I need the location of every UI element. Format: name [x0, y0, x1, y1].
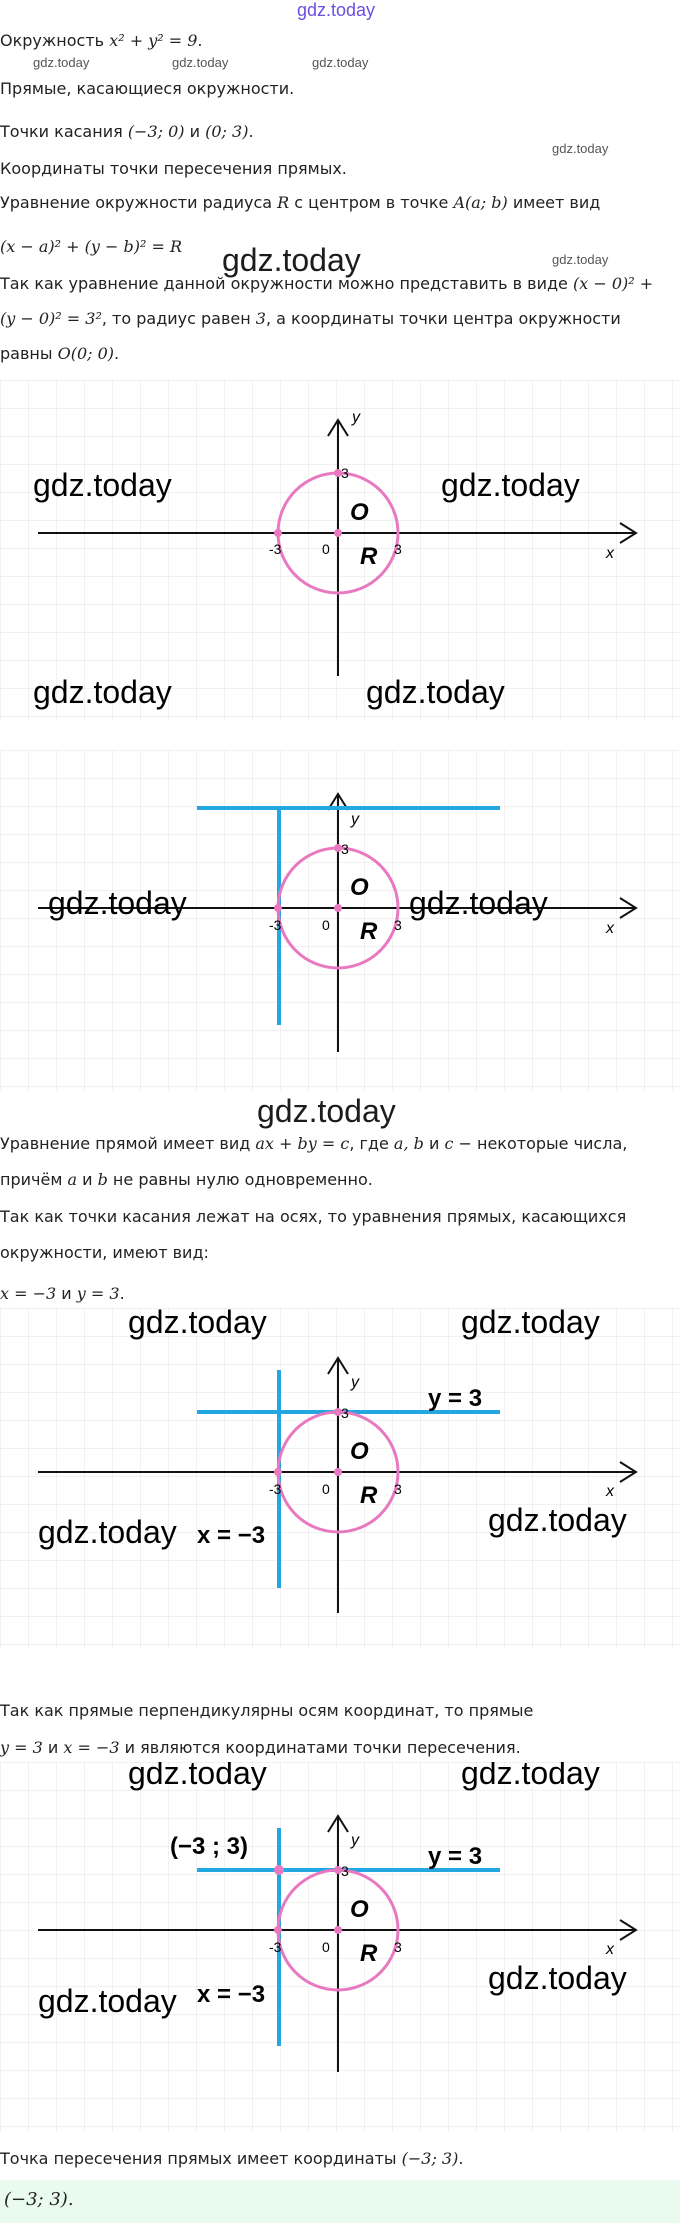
watermark: gdz.today	[552, 252, 609, 267]
text-line: (x − a)² + (y − b)² = R	[0, 237, 182, 256]
tick-three-right: 3	[394, 541, 402, 557]
radius-label: R	[360, 918, 378, 945]
text-line: x = −3 и y = 3.	[0, 1284, 125, 1303]
watermark: gdz.today	[441, 467, 580, 503]
watermark: gdz.today	[461, 1762, 600, 1791]
text-line: Координаты точки пересечения прямых.	[0, 159, 347, 178]
equation-y-label: y = 3	[428, 1843, 483, 1870]
watermark: gdz.today	[48, 885, 187, 921]
x-label: x	[606, 920, 614, 937]
watermark: gdz.today	[38, 1983, 177, 2019]
y-label: y	[351, 811, 359, 828]
watermark: gdz.today	[33, 467, 172, 503]
watermark: gdz.today	[488, 1960, 627, 1996]
x-label: x	[606, 1941, 614, 1958]
origin-label: 0	[322, 541, 330, 557]
answer-text: (−3; 3).	[4, 2189, 74, 2210]
watermark: gdz.today	[222, 242, 361, 278]
text-line: Точки касания (−3; 0) и (0; 3).	[0, 122, 254, 141]
tick-three-top: 3	[341, 1405, 349, 1421]
text-line: Уравнение прямой имеет вид ax + by = c, где a, b и c − некоторые числа,	[0, 1134, 628, 1153]
center-point	[334, 1926, 342, 1934]
watermark: gdz.today	[312, 55, 369, 70]
center-point	[334, 1468, 342, 1476]
tangent-point-left	[274, 529, 282, 537]
center-label: O	[350, 1896, 369, 1923]
tick-three-top: 3	[341, 1863, 349, 1879]
origin-label: 0	[322, 917, 330, 933]
tick-minus-three: -3	[269, 917, 282, 933]
header-watermark: gdz.today	[297, 0, 376, 20]
text-line: Точка пересечения прямых имеет координаты (−3; 3).	[0, 2149, 464, 2168]
text-line: Прямые, касающиеся окружности.	[0, 79, 295, 98]
figure-intersection	[0, 1762, 680, 2132]
watermark: gdz.today	[33, 674, 172, 710]
text-line: причём a и b не равны нулю одновременно.	[0, 1170, 373, 1189]
tangent-point-left	[274, 1468, 282, 1476]
tick-three-top: 3	[341, 841, 349, 857]
text-line: Окружность x² + y² = 9.	[0, 31, 203, 50]
watermark: gdz.today	[488, 1502, 627, 1538]
watermark: gdz.today	[38, 1514, 177, 1550]
y-label: y	[352, 409, 360, 426]
answer-box	[0, 2180, 680, 2223]
radius-label: R	[360, 543, 378, 570]
text-line: y = 3 и x = −3 и являются координатами точки пересечения.	[0, 1738, 521, 1757]
watermark: gdz.today	[172, 55, 229, 70]
figure-circle	[0, 380, 680, 720]
tick-minus-three: -3	[269, 541, 282, 557]
tick-minus-three: -3	[269, 1481, 282, 1497]
figure-tangents	[0, 750, 680, 1090]
equation-x-label: x = −3	[197, 1522, 266, 1549]
text-line: Так как уравнение данной окружности можно представить в виде (x − 0)² +	[0, 274, 654, 293]
text-line: Уравнение окружности радиуса R с центром в точке A(a; b) имеет вид	[0, 193, 601, 212]
watermark: gdz.today	[552, 141, 609, 156]
tick-minus-three: -3	[269, 1939, 282, 1955]
tangent-point-left	[274, 904, 282, 912]
tick-three-right: 3	[394, 1481, 402, 1497]
tangent-point-left	[274, 1926, 282, 1934]
text-line: Так как точки касания лежат на осях, то уравнения прямых, касающихся	[0, 1207, 627, 1226]
center-label: O	[350, 499, 369, 526]
text-line: равны O(0; 0).	[0, 344, 120, 363]
x-label: x	[606, 545, 614, 562]
tick-three-right: 3	[394, 1939, 402, 1955]
equation-y-label: y = 3	[428, 1385, 483, 1412]
center-label: O	[350, 874, 369, 901]
tick-three-top: 3	[341, 465, 349, 481]
intersection-label: (−3 ; 3)	[170, 1833, 249, 1860]
watermark: gdz.today	[461, 1308, 600, 1340]
text-line: Так как прямые перпендикулярны осям координат, то прямые	[0, 1701, 534, 1720]
tick-three-right: 3	[394, 917, 402, 933]
text-line: (y − 0)² = 3², то радиус равен 3, а координаты точки центра окружности	[0, 309, 621, 328]
center-point	[334, 529, 342, 537]
watermark: gdz.today	[409, 885, 548, 921]
watermark: gdz.today	[366, 674, 505, 710]
radius-label: R	[360, 1482, 378, 1509]
y-label: y	[351, 1832, 359, 1849]
watermark: gdz.today	[128, 1762, 267, 1791]
center-point	[334, 904, 342, 912]
x-label: x	[606, 1483, 614, 1500]
watermark: gdz.today	[33, 55, 90, 70]
watermark: gdz.today	[257, 1093, 396, 1129]
intersection-point	[274, 1865, 284, 1875]
origin-label: 0	[322, 1481, 330, 1497]
center-label: O	[350, 1438, 369, 1465]
origin-label: 0	[322, 1939, 330, 1955]
radius-label: R	[360, 1940, 378, 1967]
y-label: y	[351, 1374, 359, 1391]
text-line: окружности, имеют вид:	[0, 1243, 209, 1262]
watermark: gdz.today	[128, 1308, 267, 1340]
equation-x-label: x = −3	[197, 1981, 266, 2008]
figure-equations	[0, 1308, 680, 1648]
